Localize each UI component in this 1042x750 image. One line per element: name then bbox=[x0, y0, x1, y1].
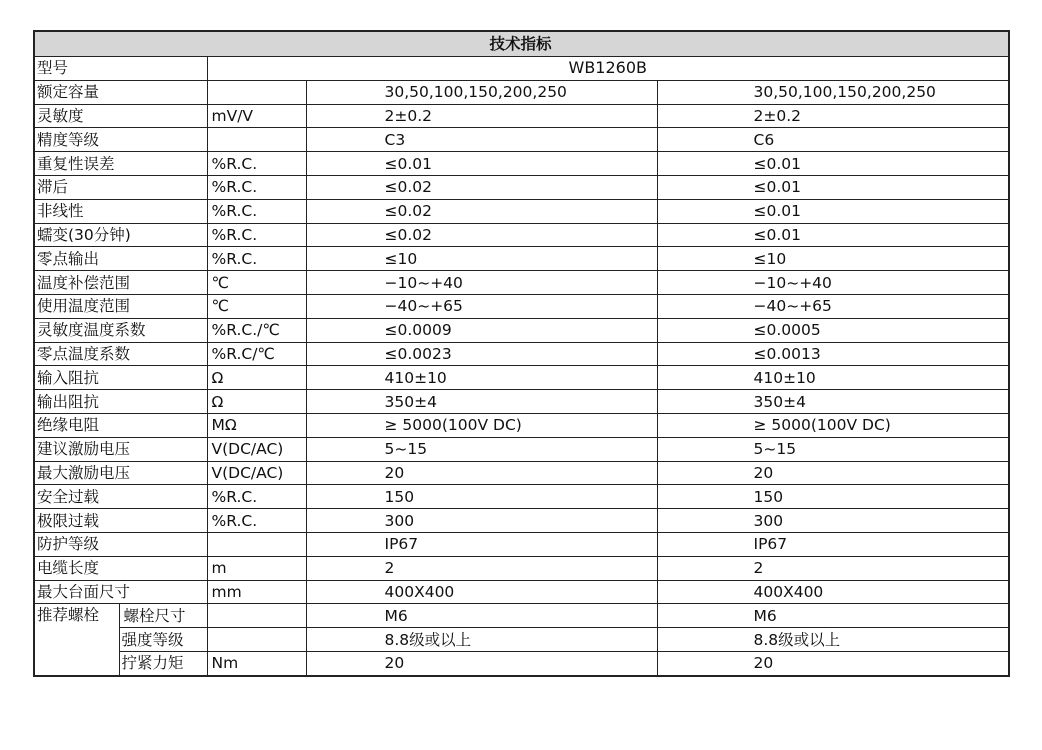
table-row bbox=[34, 532, 1009, 556]
bolt-group-label: 推荐螺栓 bbox=[34, 604, 119, 676]
value-c6: ≤0.01 bbox=[657, 175, 1009, 199]
value-c6: 400X400 bbox=[657, 580, 1009, 604]
param-name: 绝缘电阻 bbox=[34, 413, 207, 437]
param-name: 重复性误差 bbox=[34, 152, 207, 176]
table-row bbox=[34, 604, 1009, 628]
param-unit: ℃ bbox=[207, 294, 306, 318]
value-c6: 150 bbox=[657, 485, 1009, 509]
param-unit: m bbox=[207, 556, 306, 580]
value-c3: ≤0.02 bbox=[306, 199, 657, 223]
table-row bbox=[34, 175, 1009, 199]
param-unit: %R.C. bbox=[207, 199, 306, 223]
model-value: WB1260B bbox=[207, 57, 1009, 81]
value-c3: 5~15 bbox=[306, 437, 657, 461]
param-unit: V(DC/AC) bbox=[207, 437, 306, 461]
value-c3: ≤10 bbox=[306, 247, 657, 271]
spec-sheet bbox=[33, 30, 1008, 677]
table-row bbox=[34, 437, 1009, 461]
value-c3: 400X400 bbox=[306, 580, 657, 604]
param-name: 灵敏度温度系数 bbox=[34, 318, 207, 342]
value-c6: ≤0.01 bbox=[657, 152, 1009, 176]
param-name: 零点温度系数 bbox=[34, 342, 207, 366]
param-name: 蠕变(30分钟) bbox=[34, 223, 207, 247]
table-row bbox=[34, 128, 1009, 152]
param-unit: %R.C./℃ bbox=[207, 318, 306, 342]
value-c6: 20 bbox=[657, 461, 1009, 485]
value-c3: 410±10 bbox=[306, 366, 657, 390]
value-c3: 2±0.2 bbox=[306, 104, 657, 128]
value-c3: ≥ 5000(100V DC) bbox=[306, 413, 657, 437]
table-row bbox=[34, 628, 1009, 652]
value-c6: −10~+40 bbox=[657, 271, 1009, 295]
param-name: 输入阻抗 bbox=[34, 366, 207, 390]
table-row bbox=[34, 223, 1009, 247]
table-row bbox=[34, 294, 1009, 318]
value-c6: 20 bbox=[657, 651, 1009, 675]
value-c6: 410±10 bbox=[657, 366, 1009, 390]
param-unit: %R.C. bbox=[207, 485, 306, 509]
value-c6: M6 bbox=[657, 604, 1009, 628]
table-row bbox=[34, 390, 1009, 414]
param-unit: %R.C. bbox=[207, 175, 306, 199]
param-name: 最大台面尺寸 bbox=[34, 580, 207, 604]
value-c6: IP67 bbox=[657, 532, 1009, 556]
value-c6: ≤10 bbox=[657, 247, 1009, 271]
value-c3: 150 bbox=[306, 485, 657, 509]
table-row bbox=[34, 247, 1009, 271]
spec-table bbox=[33, 30, 1010, 677]
param-unit: MΩ bbox=[207, 413, 306, 437]
value-c3: M6 bbox=[306, 604, 657, 628]
value-c6: ≤0.01 bbox=[657, 223, 1009, 247]
value-c6: 2 bbox=[657, 556, 1009, 580]
value-c3: 8.8级或以上 bbox=[306, 628, 657, 652]
param-name: 温度补偿范围 bbox=[34, 271, 207, 295]
param-name: 最大激励电压 bbox=[34, 461, 207, 485]
param-name: 滞后 bbox=[34, 175, 207, 199]
table-row bbox=[34, 271, 1009, 295]
model-row bbox=[34, 57, 1009, 81]
table-row bbox=[34, 366, 1009, 390]
value-c3: 20 bbox=[306, 461, 657, 485]
value-c6: −40~+65 bbox=[657, 294, 1009, 318]
value-c6: ≥ 5000(100V DC) bbox=[657, 413, 1009, 437]
value-c3: −40~+65 bbox=[306, 294, 657, 318]
param-name: 极限过载 bbox=[34, 509, 207, 533]
value-c3: 20 bbox=[306, 651, 657, 675]
table-title: 技术指标 bbox=[34, 31, 1009, 57]
table-row bbox=[34, 342, 1009, 366]
param-name: 精度等级 bbox=[34, 128, 207, 152]
param-unit: %R.C. bbox=[207, 509, 306, 533]
param-unit: Ω bbox=[207, 390, 306, 414]
value-c6: 350±4 bbox=[657, 390, 1009, 414]
param-name: 安全过载 bbox=[34, 485, 207, 509]
value-c6: 30,50,100,150,200,250 bbox=[657, 80, 1009, 104]
param-unit: %R.C/℃ bbox=[207, 342, 306, 366]
table-row bbox=[34, 104, 1009, 128]
value-c6: 2±0.2 bbox=[657, 104, 1009, 128]
param-unit: %R.C. bbox=[207, 223, 306, 247]
value-c3: −10~+40 bbox=[306, 271, 657, 295]
param-unit bbox=[207, 80, 306, 104]
param-unit bbox=[207, 532, 306, 556]
value-c3: ≤0.01 bbox=[306, 152, 657, 176]
value-c6: 8.8级或以上 bbox=[657, 628, 1009, 652]
table-row bbox=[34, 318, 1009, 342]
param-unit: %R.C. bbox=[207, 247, 306, 271]
param-unit: V(DC/AC) bbox=[207, 461, 306, 485]
table-title-row bbox=[34, 31, 1009, 57]
param-unit: Ω bbox=[207, 366, 306, 390]
value-c3: C3 bbox=[306, 128, 657, 152]
table-row bbox=[34, 199, 1009, 223]
table-row bbox=[34, 461, 1009, 485]
value-c3: ≤0.02 bbox=[306, 175, 657, 199]
value-c3: 350±4 bbox=[306, 390, 657, 414]
value-c3: IP67 bbox=[306, 532, 657, 556]
param-unit: ℃ bbox=[207, 271, 306, 295]
table-row bbox=[34, 556, 1009, 580]
table-row bbox=[34, 152, 1009, 176]
bolt-param-name: 强度等级 bbox=[119, 628, 207, 652]
param-name: 零点输出 bbox=[34, 247, 207, 271]
bolt-param-name: 拧紧力矩 bbox=[119, 651, 207, 675]
value-c6: ≤0.0005 bbox=[657, 318, 1009, 342]
value-c3: ≤0.0023 bbox=[306, 342, 657, 366]
value-c3: 300 bbox=[306, 509, 657, 533]
value-c3: ≤0.0009 bbox=[306, 318, 657, 342]
value-c3: ≤0.02 bbox=[306, 223, 657, 247]
param-unit: mV/V bbox=[207, 104, 306, 128]
param-unit: %R.C. bbox=[207, 152, 306, 176]
table-row bbox=[34, 80, 1009, 104]
model-label: 型号 bbox=[34, 57, 207, 81]
value-c6: 5~15 bbox=[657, 437, 1009, 461]
param-name: 防护等级 bbox=[34, 532, 207, 556]
value-c6: 300 bbox=[657, 509, 1009, 533]
param-name: 非线性 bbox=[34, 199, 207, 223]
value-c6: C6 bbox=[657, 128, 1009, 152]
param-name: 建议激励电压 bbox=[34, 437, 207, 461]
param-unit: Nm bbox=[207, 651, 306, 675]
param-name: 灵敏度 bbox=[34, 104, 207, 128]
value-c3: 2 bbox=[306, 556, 657, 580]
param-unit: mm bbox=[207, 580, 306, 604]
param-unit bbox=[207, 604, 306, 628]
table-row bbox=[34, 651, 1009, 675]
param-unit bbox=[207, 128, 306, 152]
table-row bbox=[34, 485, 1009, 509]
param-name: 额定容量 bbox=[34, 80, 207, 104]
param-name: 使用温度范围 bbox=[34, 294, 207, 318]
bolt-param-name: 螺栓尺寸 bbox=[119, 604, 207, 628]
value-c6: ≤0.0013 bbox=[657, 342, 1009, 366]
table-row bbox=[34, 413, 1009, 437]
param-name: 输出阻抗 bbox=[34, 390, 207, 414]
value-c6: ≤0.01 bbox=[657, 199, 1009, 223]
value-c3: 30,50,100,150,200,250 bbox=[306, 80, 657, 104]
table-row bbox=[34, 509, 1009, 533]
table-row bbox=[34, 580, 1009, 604]
param-unit bbox=[207, 628, 306, 652]
param-name: 电缆长度 bbox=[34, 556, 207, 580]
